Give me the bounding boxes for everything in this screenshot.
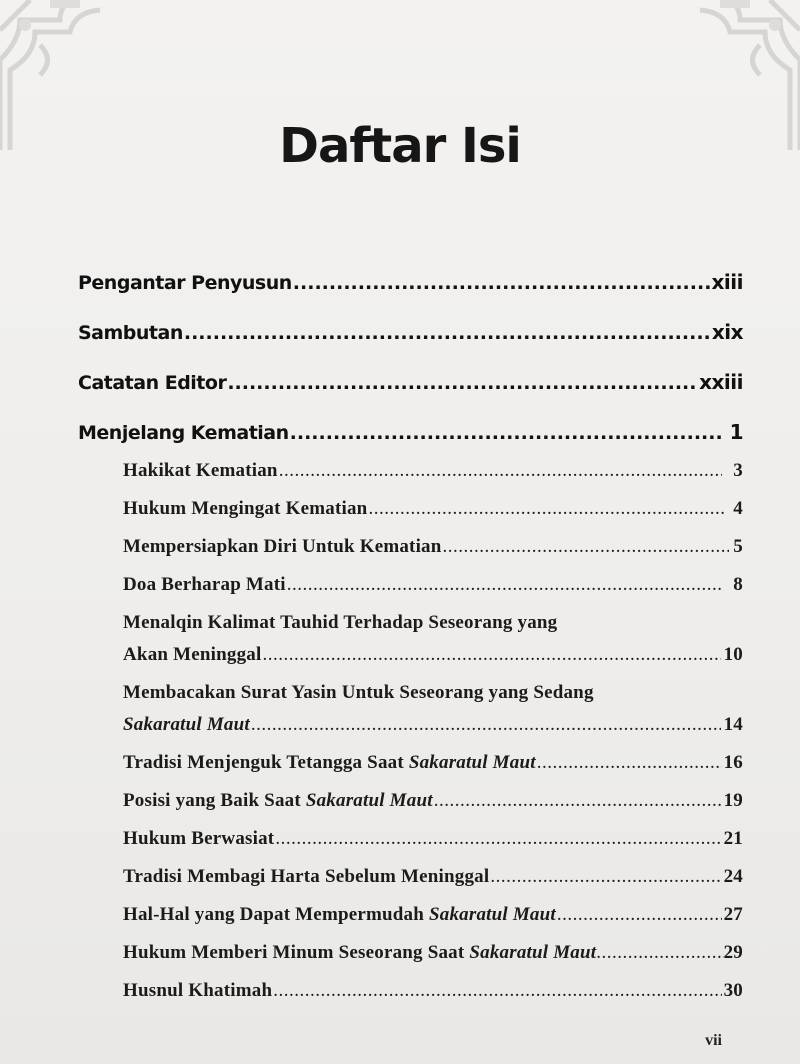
toc-entry-label-line1: Membacakan Surat Yasin Untuk Seseorang yang Sedang (123, 682, 594, 703)
toc-entry-label: Menjelang Kematian (78, 422, 289, 444)
toc-section-entry (123, 714, 743, 752)
toc-entry-label (123, 752, 536, 774)
page-title: Daftar Isi (279, 118, 521, 174)
toc-entry-label-text: Hal-Hal yang Dapat Mempermudah (123, 904, 429, 925)
dot-leader (434, 790, 722, 812)
toc-entry-label: Doa Berharap Mati (123, 574, 286, 595)
toc-entry-label: Akan Meninggal (123, 644, 262, 665)
toc-section-entry[interactable] (123, 536, 743, 574)
toc-chapter-entry[interactable] (78, 320, 743, 370)
toc-entry-page: 19 (723, 790, 743, 811)
toc-entry-page: 14 (723, 714, 743, 735)
dot-leader (596, 942, 723, 964)
toc-entry-page: 30 (723, 980, 743, 1001)
toc-entry-label-italic: Sakaratul Maut (408, 752, 536, 773)
toc-section-entry[interactable] (123, 498, 743, 536)
toc-chapter-entry[interactable] (78, 270, 743, 320)
toc-entry-label-text: Hukum Memberi Minum Seseorang Saat (123, 942, 470, 963)
toc-chapter-entry[interactable] (78, 420, 743, 460)
toc-section-entry-multiline[interactable] (78, 612, 743, 682)
toc-section-entry[interactable] (123, 828, 743, 866)
toc-entry-label: Husnul Khatimah (123, 980, 273, 1001)
toc-entry-page: 29 (723, 942, 743, 963)
dot-leader (290, 422, 723, 444)
toc-entry-page: 27 (723, 904, 743, 925)
toc-entry-page: 16 (723, 752, 743, 773)
toc-entry-label-line1: Menalqin Kalimat Tauhid Terhadap Seseorang yang (123, 612, 558, 633)
toc-section-entry (123, 644, 743, 682)
toc-entry-label: Pengantar Penyusun (78, 272, 292, 294)
dot-leader (184, 322, 710, 344)
toc-entry-label: Hakikat Kematian (123, 460, 278, 481)
toc-section-entry[interactable] (123, 574, 743, 612)
toc-section-entry[interactable] (123, 752, 743, 790)
toc-entry-page: xix (711, 320, 743, 344)
dot-leader (275, 828, 721, 850)
toc-entry-page: 21 (723, 828, 743, 849)
toc-section-entry[interactable] (123, 904, 743, 942)
toc-entry-label-italic: Sakaratul Maut (469, 942, 597, 963)
dot-leader (368, 498, 725, 520)
toc-section-entry[interactable] (123, 790, 743, 828)
page-number: vii (705, 1032, 722, 1049)
toc-entry-label-italic: Sakaratul Maut (123, 714, 250, 735)
toc-entry-page: 5 (733, 536, 743, 557)
toc-entry-label (123, 904, 556, 926)
toc-entry-label-italic: Sakaratul Maut (305, 790, 433, 811)
toc-entry-label-text: Posisi yang Baik Saat (123, 790, 306, 811)
toc-entry-page: xxiii (699, 370, 743, 394)
toc-section-entry[interactable] (123, 460, 743, 498)
toc-section-entry-multiline[interactable] (78, 682, 743, 752)
dot-leader (443, 536, 729, 558)
dot-leader (262, 644, 721, 666)
toc-entry-page: xiii (711, 270, 743, 294)
dot-leader (273, 980, 721, 1002)
toc-entry-page: 10 (723, 644, 743, 665)
toc-entry-label-text: Tradisi Menjenguk Tetangga Saat (123, 752, 409, 773)
toc-entry-label: Tradisi Membagi Harta Sebelum Meninggal (123, 866, 490, 887)
dot-leader (279, 460, 722, 482)
toc-section-entry[interactable] (123, 866, 743, 904)
toc-section-entry[interactable] (123, 980, 743, 1018)
dot-leader (293, 272, 710, 294)
dot-leader (490, 866, 721, 888)
toc-entry-label: Hukum Berwasiat (123, 828, 275, 849)
dot-leader (557, 904, 722, 926)
toc-entry-page: 1 (729, 420, 743, 444)
toc-entry-page: 8 (733, 574, 743, 595)
dot-leader (251, 714, 721, 736)
toc-chapter-entry[interactable] (78, 370, 743, 420)
table-of-contents (78, 270, 743, 1018)
toc-entry-label: Mempersiapkan Diri Untuk Kematian (123, 536, 442, 557)
toc-entry-label: Hukum Mengingat Kematian (123, 498, 368, 519)
toc-entry-page: 24 (723, 866, 743, 887)
toc-entry-page: 3 (733, 460, 743, 481)
toc-entry-label-italic: Sakaratul Maut (428, 904, 556, 925)
toc-section-entry[interactable] (123, 942, 743, 980)
toc-entry-label (123, 790, 433, 812)
toc-entry-page: 4 (733, 498, 743, 519)
dot-leader (227, 372, 697, 394)
toc-entry-label: Sambutan (78, 322, 183, 344)
dot-leader (537, 752, 722, 774)
toc-entry-label (123, 942, 596, 964)
dot-leader (287, 574, 723, 596)
toc-entry-label: Catatan Editor (78, 372, 227, 394)
